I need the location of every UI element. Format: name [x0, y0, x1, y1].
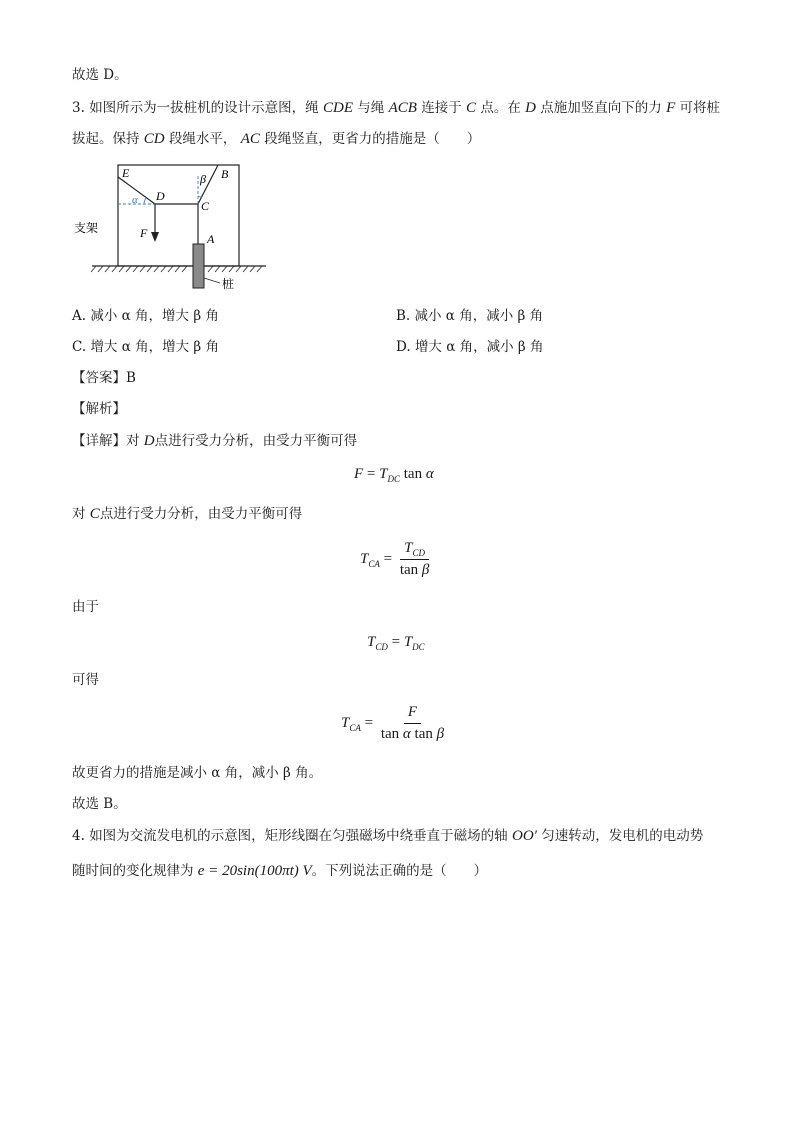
alpha-arc: [144, 198, 146, 204]
label-B: B: [221, 167, 229, 181]
c-analysis-line: [72, 505, 302, 523]
option-b[interactable]: [396, 307, 543, 325]
detail-var: D: [143, 433, 155, 449]
pile: [193, 244, 204, 288]
q3-text: 与绳: [357, 100, 385, 116]
pile-puller-diagram: [70, 160, 280, 295]
q3-text: 如图所示为一拔桩机的设计示意图，绳: [89, 100, 319, 116]
q3-text: 连接于: [421, 100, 462, 116]
equation-3: $T_{CD} = T_{DC}$: [367, 634, 425, 652]
detail-text: 点进行受力分析，由受力平衡可得: [154, 433, 358, 449]
since-line: 由于: [72, 599, 99, 615]
previous-conclusion: 故选 D。: [72, 67, 128, 83]
label-A: A: [207, 232, 215, 246]
detail-text: 对: [72, 506, 86, 522]
eq-symbol: T: [379, 466, 388, 482]
label-E: E: [122, 166, 130, 180]
option-text: 增大 α 角，增大 β 角: [90, 339, 220, 355]
q3-text: 点。在: [480, 100, 521, 116]
eq-symbol: α: [402, 726, 411, 742]
q4-stem-line2: [72, 862, 487, 880]
option-letter: C.: [72, 339, 87, 355]
option-a[interactable]: [72, 307, 219, 325]
eq-symbol: T: [403, 634, 413, 650]
q3-stem-line2: [72, 130, 480, 148]
eq-subscript: CA: [349, 722, 361, 733]
q3-var: C: [466, 100, 477, 116]
option-text: 增大 α 角，减小 β 角: [414, 339, 544, 355]
detail-label: 【详解】: [72, 433, 126, 449]
final-answer-line: 故选 B。: [72, 796, 127, 812]
q3-text: 段绳水平，: [168, 131, 237, 147]
option-c[interactable]: [72, 338, 219, 356]
detail-var: C: [89, 506, 100, 522]
answer-label: 【答案】: [72, 370, 126, 386]
eq-symbol: T: [360, 550, 369, 567]
label-C: C: [201, 199, 210, 213]
q3-var: CD: [143, 131, 165, 147]
q4-number: 4.: [72, 828, 85, 844]
ground-hatching: [91, 266, 262, 272]
q3-var: CDE: [322, 100, 353, 116]
equation-1: $F = T_{DC}$ tan α: [354, 466, 434, 484]
answer-line: [72, 369, 136, 387]
q4-text: 如图为交流发电机的示意图，矩形线圈在匀强磁场中绕垂直于磁场的轴: [89, 828, 508, 844]
eq-symbol: T: [367, 634, 376, 650]
option-d[interactable]: [396, 338, 544, 356]
eq-subscript: DC: [412, 642, 425, 652]
option-letter: D.: [396, 339, 411, 355]
eq2-fraction: [396, 540, 434, 579]
eq-symbol: F: [354, 466, 364, 482]
eq-function: tan: [380, 726, 400, 742]
q3-var: F: [666, 100, 676, 116]
q4-formula: e = 20sin(100πt) V: [197, 863, 312, 879]
option-text: 减小 α 角，减小 β 角: [414, 308, 544, 324]
eq-subscript: DC: [387, 474, 400, 484]
pile-leader-line: [204, 278, 220, 283]
q3-stem-line1: [72, 99, 720, 117]
answer-value: B: [126, 370, 136, 386]
q4-text: 随时间的变化规律为: [72, 863, 194, 879]
eq-symbol: α: [425, 466, 434, 482]
q3-var: D: [525, 100, 536, 116]
label-pile: 桩: [222, 277, 235, 291]
q3-text: 拔起。保持: [72, 131, 140, 147]
q4-axis: OO′: [511, 828, 537, 844]
eq-subscript: CD: [375, 642, 388, 652]
label-F: F: [140, 226, 148, 240]
detail-text: 对: [126, 433, 140, 449]
label-frame: 支架: [74, 221, 99, 235]
q3-var: AC: [240, 131, 260, 147]
eq-symbol: T: [404, 540, 413, 556]
label-beta: β: [200, 172, 206, 186]
q3-text: 段绳竖直，更省力的措施是（ ）: [264, 131, 481, 147]
analysis-label: 【解析】: [72, 401, 126, 417]
q4-stem-line1: [72, 827, 703, 845]
option-letter: B.: [396, 308, 411, 324]
detail-text: 点进行受力分析，由受力平衡可得: [99, 506, 303, 522]
eq-function: tan: [399, 562, 419, 578]
label-D: D: [156, 189, 165, 203]
eq4-fraction: [377, 704, 448, 743]
label-alpha: α: [132, 194, 138, 206]
q4-text: 。下列说法正确的是（ ）: [311, 863, 488, 879]
equation-4: $T_{CA}$ = $\frac{F}{\text{tan α tan β}}$: [341, 704, 448, 743]
eq-symbol: β: [421, 562, 430, 578]
eq-subscript: CA: [368, 558, 380, 569]
q4-text: 匀速转动，发电机的电动势: [541, 828, 704, 844]
force-arrow-head: [151, 232, 159, 242]
eq-symbol: β: [436, 726, 445, 742]
eq-function: tan: [414, 726, 433, 742]
detail-line: [72, 432, 357, 450]
eq-symbol: T: [341, 714, 350, 731]
q3-number: 3.: [72, 100, 85, 116]
hence-line: 可得: [72, 672, 99, 688]
conclusion-line: 故更省力的措施是减小 α 角，减小 β 角。: [72, 765, 323, 781]
eq-function: tan: [403, 466, 423, 482]
option-text: 减小 α 角，增大 β 角: [90, 308, 219, 324]
option-letter: A.: [72, 308, 87, 324]
q3-var: ACB: [388, 100, 417, 116]
q3-text: 可将桩: [679, 100, 721, 116]
equation-2: $T_{CA}$ = $\frac{T_{CD}}{\text{tan β}}$: [360, 540, 433, 579]
eq-subscript: CD: [412, 548, 426, 558]
eq-symbol: F: [407, 704, 418, 720]
q3-text: 点施加竖直向下的力: [540, 100, 662, 116]
